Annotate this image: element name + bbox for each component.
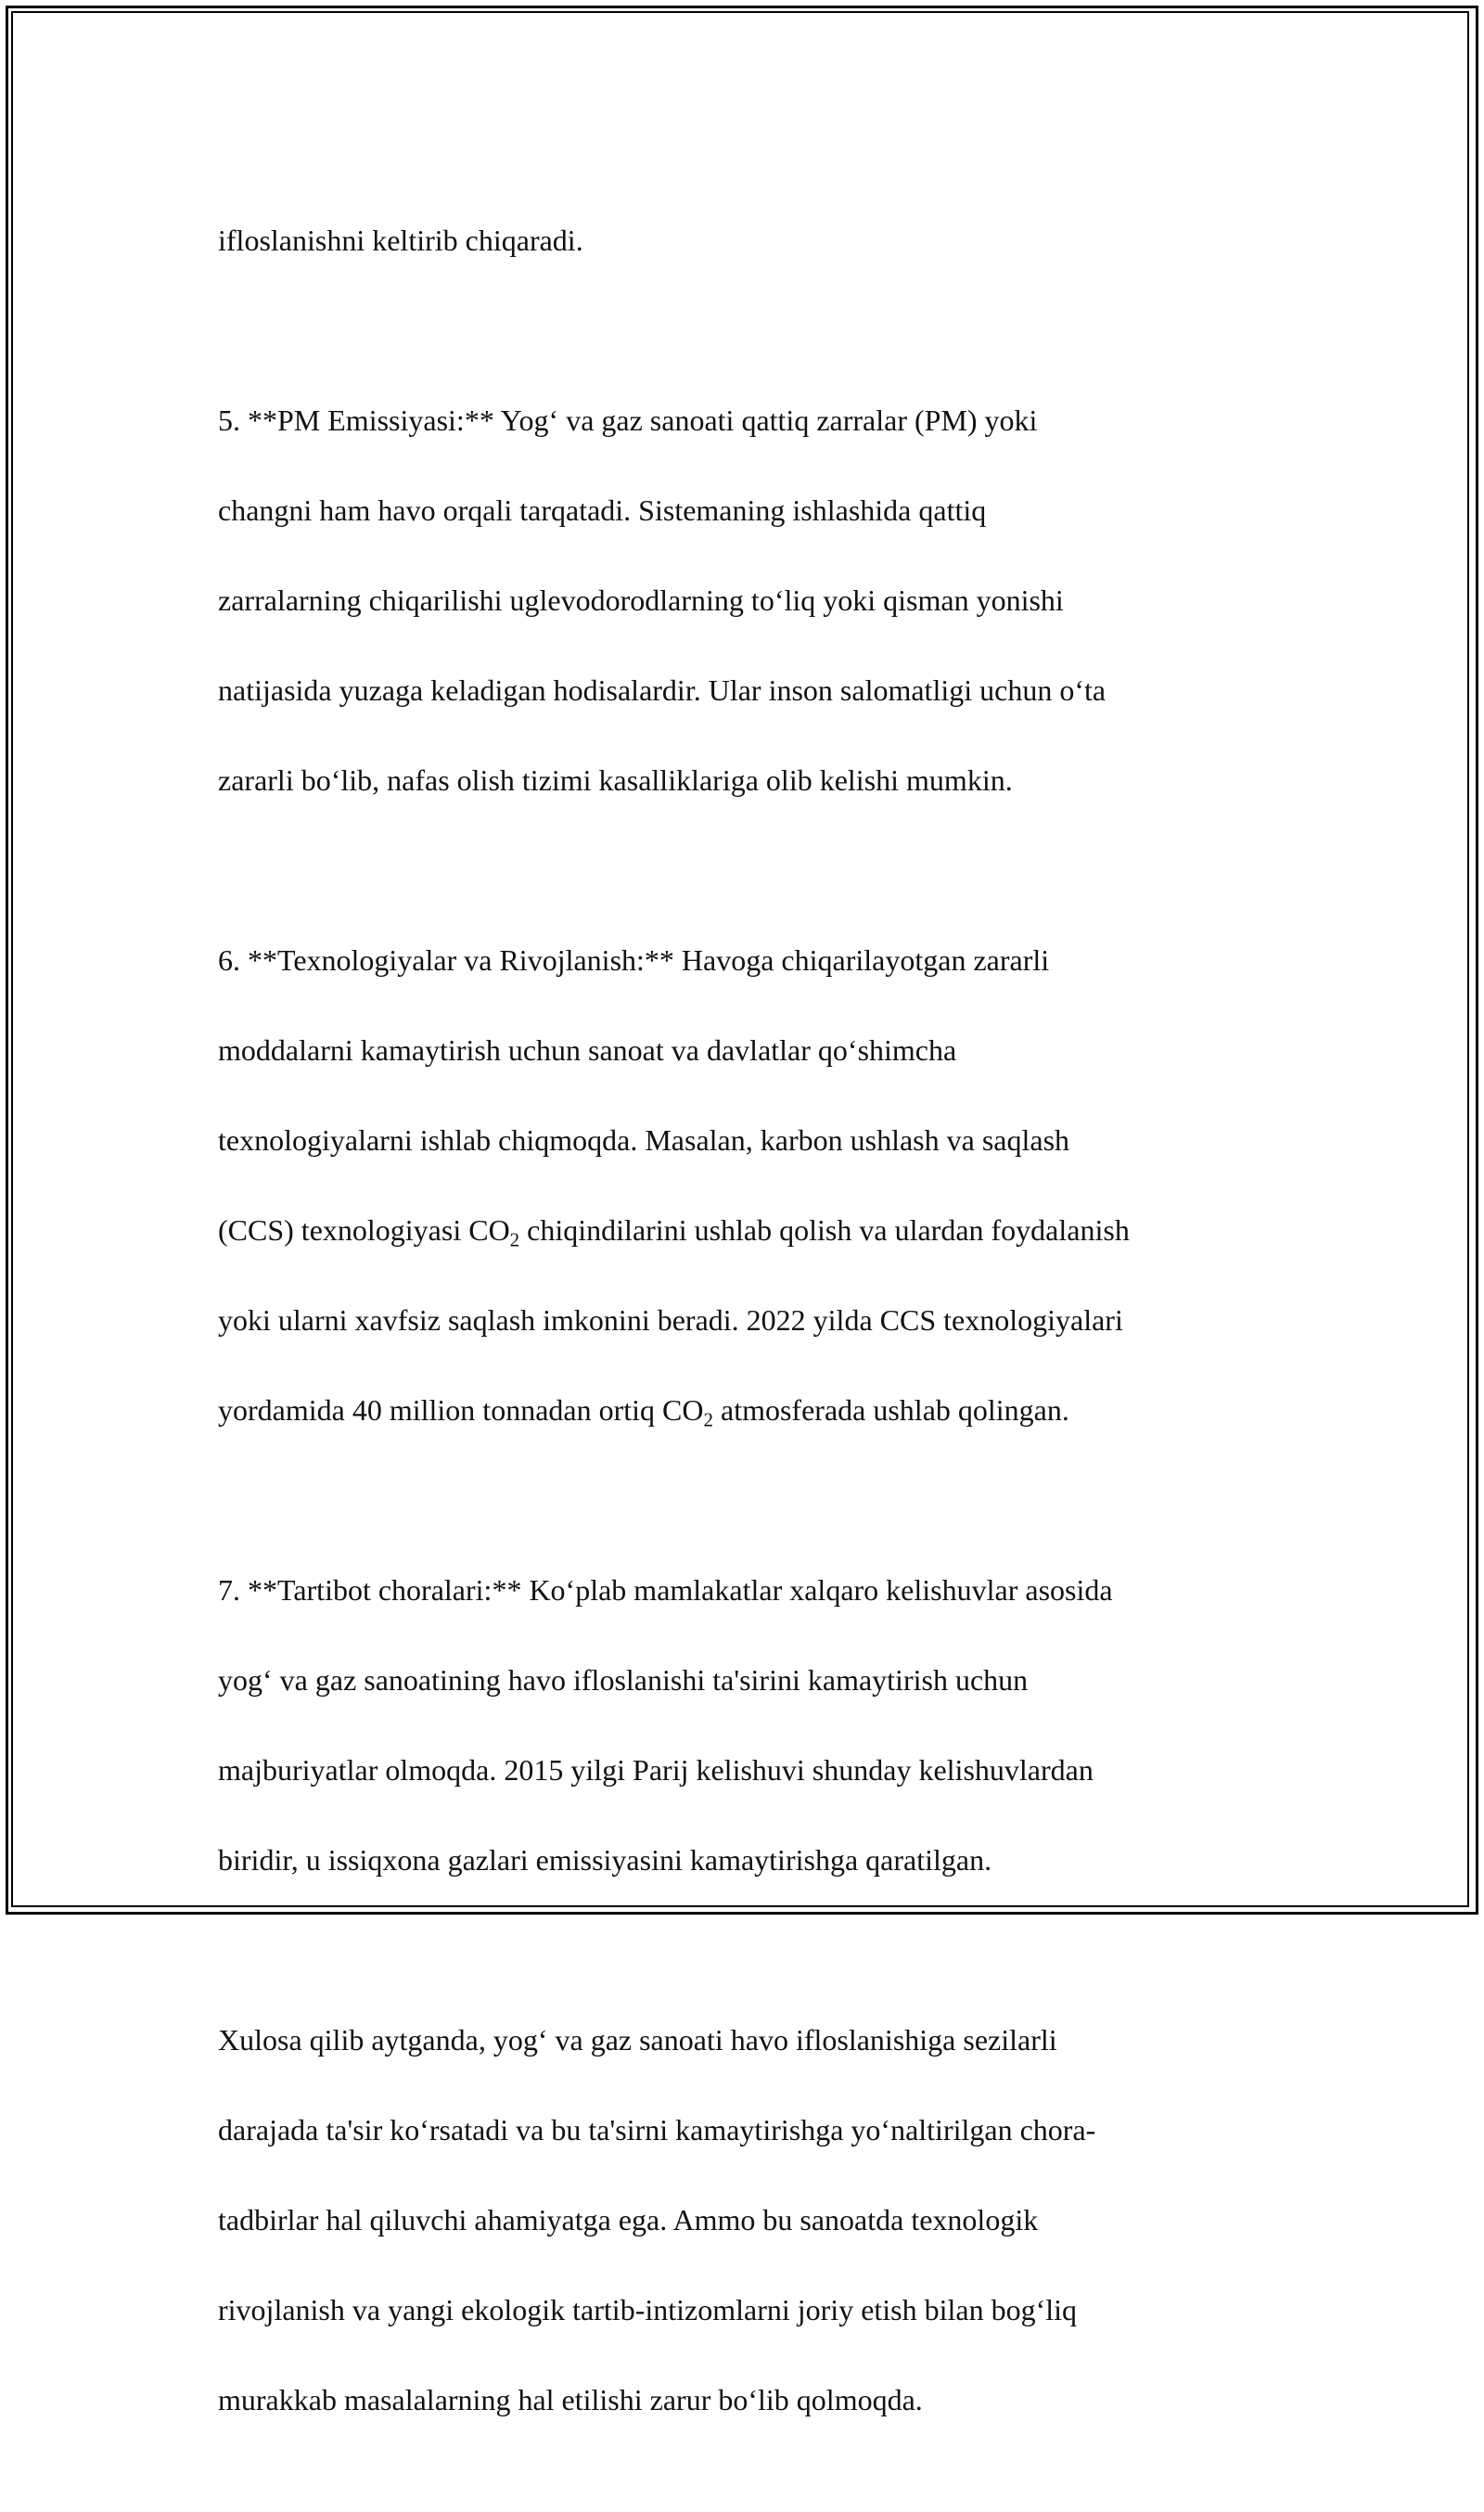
- text-line: zararli bo‘lib, nafas olish tizimi kasalliklariga olib kelishi mumkin.: [218, 763, 1013, 797]
- paragraph-item-5: [218, 352, 1271, 848]
- text-segment: yordamida 40 million tonnadan ortiq CO: [218, 1392, 704, 1427]
- text-line: natijasida yuzaga keladigan hodisalardir. Ular inson salomatligi uchun o‘ta: [218, 673, 1107, 707]
- text-line: 5. **PM Emissiyasi:** Yog‘ va gaz sanoati qattiq zarralar (PM) yoki: [218, 403, 1038, 437]
- text-line: zarralarning chiqarilishi uglevodorodlarning to‘liq yoki qisman yonishi: [218, 583, 1064, 617]
- text-segment: chiqindilarini ushlab qolish va ulardan foydalanish: [519, 1212, 1130, 1247]
- text-line: texnologiyalarni ishlab chiqmoqda. Masalan, karbon ushlash va saqlash: [218, 1122, 1070, 1157]
- text-segment: (CCS) texnologiyasi CO: [218, 1212, 510, 1247]
- text-line: darajada ta'sir ko‘rsatadi va bu ta'sirni kamaytirishga yo‘naltirilgan chora-: [218, 2112, 1096, 2147]
- text-line: murakkab masalalarning hal etilishi zarur bo‘lib qolmoqda.: [218, 2382, 923, 2416]
- text-line: 7. **Tartibot choralari:** Ko‘plab mamlakatlar xalqaro kelishuvlar asosida: [218, 1572, 1113, 1607]
- subscript: 2: [703, 1407, 713, 1430]
- text-line: yog‘ va gaz sanoatining havo ifloslanishi ta'sirini kamaytirish uchun: [218, 1662, 1029, 1697]
- paragraph-intro-continuation: [218, 173, 1271, 308]
- paragraph-item-7: [218, 1522, 1271, 1928]
- subscript: 2: [509, 1227, 520, 1250]
- text-line: ifloslanishni keltirib chiqaradi.: [218, 223, 583, 257]
- text-line: rivojlanish va yangi ekologik tartib-intizomlarni joriy etish bilan bog‘liq: [218, 2292, 1078, 2326]
- document-body: [218, 173, 1271, 2512]
- text-line: biridir, u issiqxona gazlari emissiyasini kamaytirishga qaratilgan.: [218, 1842, 992, 1877]
- text-line: changni ham havo orqali tarqatadi. Sistemaning ishlashida qattiq: [218, 493, 987, 527]
- text-line-co2: [218, 1388, 1271, 1433]
- text-line: yoki ularni xavfsiz saqlash imkonini beradi. 2022 yilda CCS texnologiyalari: [218, 1302, 1123, 1337]
- text-segment: atmosferada ushlab qolingan.: [712, 1392, 1069, 1427]
- text-line: moddalarni kamaytirish uchun sanoat va davlatlar qo‘shimcha: [218, 1032, 957, 1067]
- paragraph-conclusion: [218, 1972, 1271, 2467]
- text-line: 6. **Texnologiyalar va Rivojlanish:** Havoga chiqarilayotgan zararli: [218, 942, 1050, 977]
- paragraph-item-6: [218, 892, 1271, 1478]
- text-line-co2: [218, 1208, 1271, 1253]
- text-line: majburiyatlar olmoqda. 2015 yilgi Parij kelishuvi shunday kelishuvlardan: [218, 1752, 1094, 1787]
- text-line: tadbirlar hal qiluvchi ahamiyatga ega. Ammo bu sanoatda texnologik: [218, 2202, 1039, 2236]
- text-line: Xulosa qilib aytganda, yog‘ va gaz sanoati havo ifloslanishiga sezilarli: [218, 2022, 1057, 2057]
